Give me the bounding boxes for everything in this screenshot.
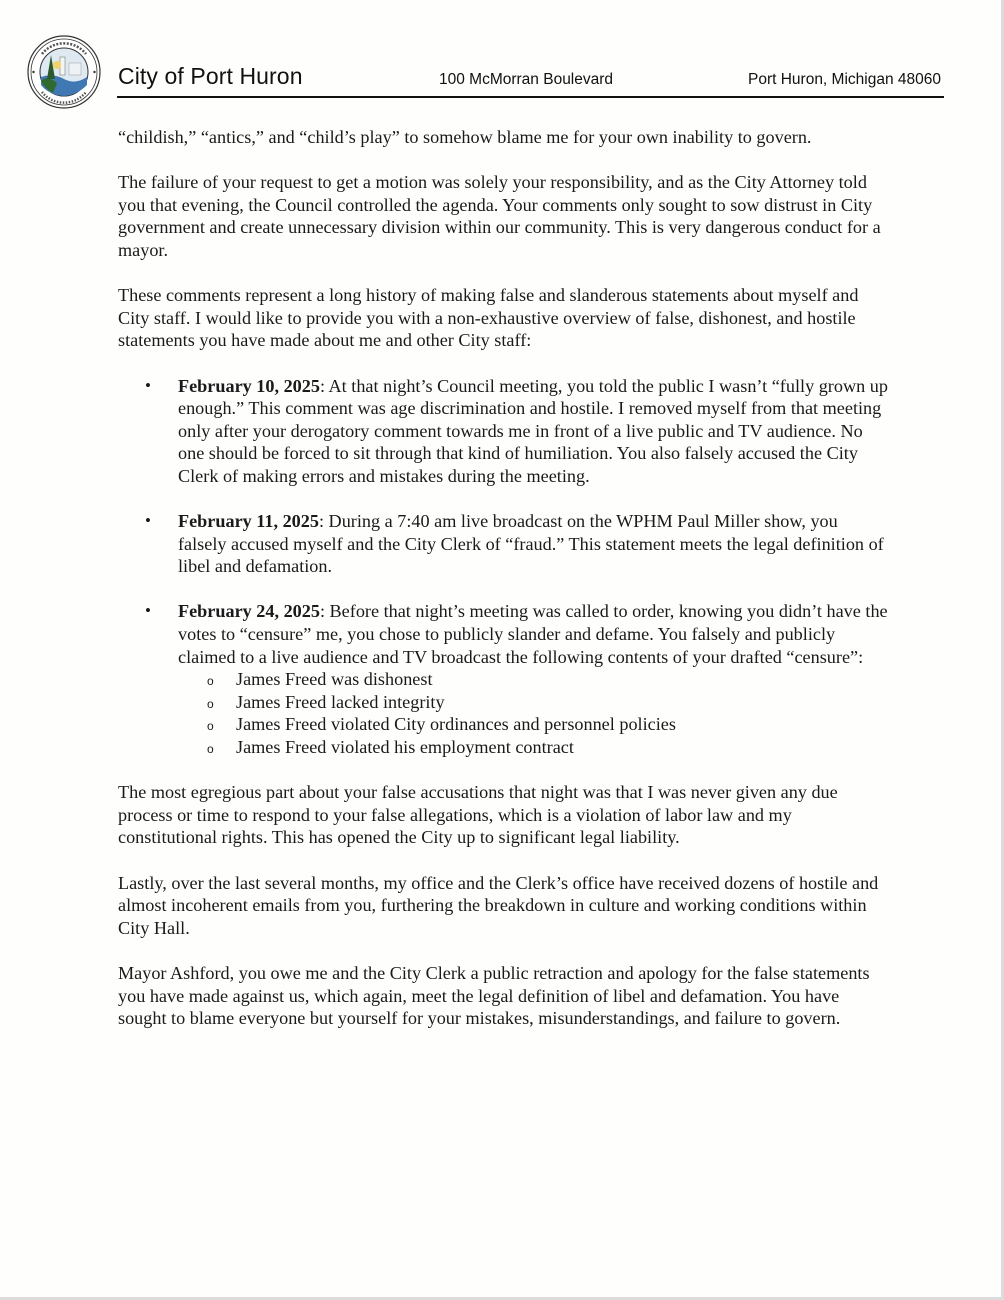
- censure-contents-list: [178, 668, 888, 758]
- paragraph-history-intro: These comments represent a long history of making false and slanderous statements about myself and City staff. I would like to provide you with a non-exhaustive overview of false, dishonest, and hostile statements you have made about me and other City staff:: [118, 285, 859, 351]
- sub-list-item-text: James Freed violated his employment contract: [236, 737, 574, 758]
- list-item-text: : At that night’s Council meeting, you told the public I wasn’t “fully grown up enough.” This comment was age discrimination and hostile. I removed myself from that meeting only after your derogatory comment towards me in front of a live public and TV audience. No one should be forced to sit through that kind of humiliation. You also falsely accused the City Clerk of making errors and mistakes during the meeting.: [178, 375, 888, 486]
- hollow-bullet-icon: o: [207, 674, 214, 689]
- bullet-icon: •: [145, 511, 151, 531]
- letterhead-title: City of Port Huron: [118, 63, 303, 89]
- sub-list-item: [178, 668, 888, 691]
- sub-list-item: [178, 736, 888, 759]
- hollow-bullet-icon: o: [207, 696, 214, 711]
- hollow-bullet-icon: o: [207, 719, 214, 734]
- sub-list-item: [178, 713, 888, 736]
- letterhead: [117, 62, 944, 98]
- letterhead-address: 100 McMorran Boulevard: [439, 71, 614, 88]
- sub-list-item-text: James Freed lacked integrity: [236, 691, 445, 712]
- list-item: [118, 510, 888, 578]
- list-item-text: : During a 7:40 am live broadcast on the WPHM Paul Miller show, you falsely accused myself and the City Clerk of “fraud.” This statement meets the legal definition of libel and defamation.: [178, 511, 884, 577]
- hollow-bullet-icon: o: [207, 742, 214, 757]
- bullet-icon: •: [145, 601, 151, 621]
- list-item-date: February 24, 2025: [178, 601, 320, 622]
- sub-list-item-text: James Freed violated City ordinances and personnel policies: [236, 714, 676, 735]
- paragraph-motion-failure: The failure of your request to get a motion was solely your responsibility, and as the City Attorney told you that evening, the Council controlled the agenda. Your comments only sought to sow distrust in City government and create unnecessary division within our community. This is very dangerous conduct for a mayor.: [118, 172, 881, 260]
- sub-list-item-text: James Freed was dishonest: [236, 669, 433, 690]
- letterhead-city-state-zip: Port Huron, Michigan 48060: [747, 71, 941, 88]
- list-item: [118, 375, 888, 488]
- paragraph-continuation: “childish,” “antics,” and “child’s play” to somehow blame me for your own inability to govern.: [118, 127, 812, 147]
- list-item-text: : Before that night’s meeting was called to order, knowing you didn’t have the votes to “censure” me, you chose to publicly slander and defame. You falsely and publicly claimed to a live audience and TV broadcast the following contents of your drafted “censure”:: [178, 601, 888, 667]
- statements-list: [118, 375, 888, 759]
- paragraph-retraction-demand: Mayor Ashford, you owe me and the City Clerk a public retraction and apology for the false statements you have made against us, which again, meet the legal definition of libel and defamation. You have sought to blame everyone but yourself for your mistakes, misunderstandings, and failure to govern.: [118, 962, 870, 1029]
- paragraph-emails: Lastly, over the last several months, my office and the Clerk’s office have received dozens of hostile and almost incoherent emails from you, furthering the breakdown in culture and working conditions within City Hall.: [118, 872, 879, 938]
- sub-list-item: [178, 691, 888, 714]
- bullet-icon: •: [145, 375, 151, 395]
- list-item-date: February 10, 2025: [178, 375, 320, 396]
- letter-body: [118, 126, 888, 1052]
- list-item-date: February 11, 2025: [178, 511, 319, 532]
- city-seal-icon: [27, 35, 101, 109]
- list-item: [118, 600, 888, 758]
- paragraph-due-process: The most egregious part about your false accusations that night was that I was never given any due process or time to respond to your false allegations, which is a violation of labor law and my constitutional rights. This has opened the City up to significant legal liability.: [118, 782, 838, 848]
